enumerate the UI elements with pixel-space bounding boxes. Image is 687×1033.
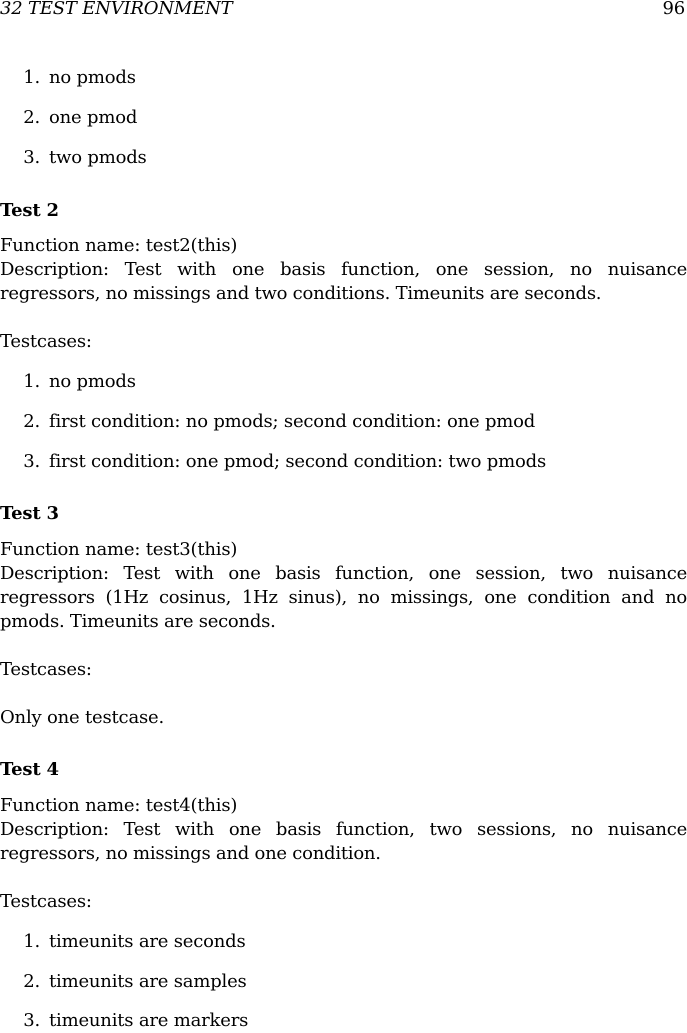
test3-description: Description: Test with one basis function, one session, two nuisance regressors (1Hz cosinus, 1Hz sinus), no missings, one condition and no pmods. Timeunits are seconds. [0,563,687,632]
page-number: 96 [662,0,685,19]
list-marker: 1. [23,931,40,952]
running-head: 32 TEST ENVIRONMENT [0,0,233,19]
list-item: no pmods [49,67,136,88]
test2-case: first condition: one pmod; second condition: two pmods [49,451,546,472]
list-marker: 2. [23,411,40,432]
list-marker: 1. [23,67,40,88]
test4-case: timeunits are seconds [49,931,246,952]
test2-testcases-label: Testcases: [0,331,92,352]
test4-case: timeunits are samples [49,971,247,992]
test4-description: Description: Test with one basis function, two sessions, no nuisance regressors, no missings and one condition. [0,819,687,864]
test4-function-name: Function name: test4(this) [0,795,238,816]
test2-case: no pmods [49,371,136,392]
test4-case: timeunits are markers [49,1010,249,1031]
test2-description: Description: Test with one basis function, one session, no nuisance regressors, no missings and two conditions. Timeunits are seconds. [0,259,687,304]
list-marker: 3. [23,451,40,472]
list-item: two pmods [49,147,147,168]
list-marker: 2. [23,971,40,992]
test2-heading: Test 2 [0,200,59,221]
list-item: one pmod [49,107,138,128]
list-marker: 1. [23,371,40,392]
list-marker: 2. [23,107,40,128]
test4-testcases-label: Testcases: [0,891,92,912]
list-marker: 3. [23,147,40,168]
test4-heading: Test 4 [0,759,59,780]
test2-function-name: Function name: test2(this) [0,235,238,256]
test3-testcases-label: Testcases: [0,659,92,680]
list-marker: 3. [23,1010,40,1031]
test3-function-name: Function name: test3(this) [0,539,238,560]
test3-note: Only one testcase. [0,707,164,728]
test2-case: first condition: no pmods; second condition: one pmod [49,411,536,432]
test3-heading: Test 3 [0,503,59,524]
